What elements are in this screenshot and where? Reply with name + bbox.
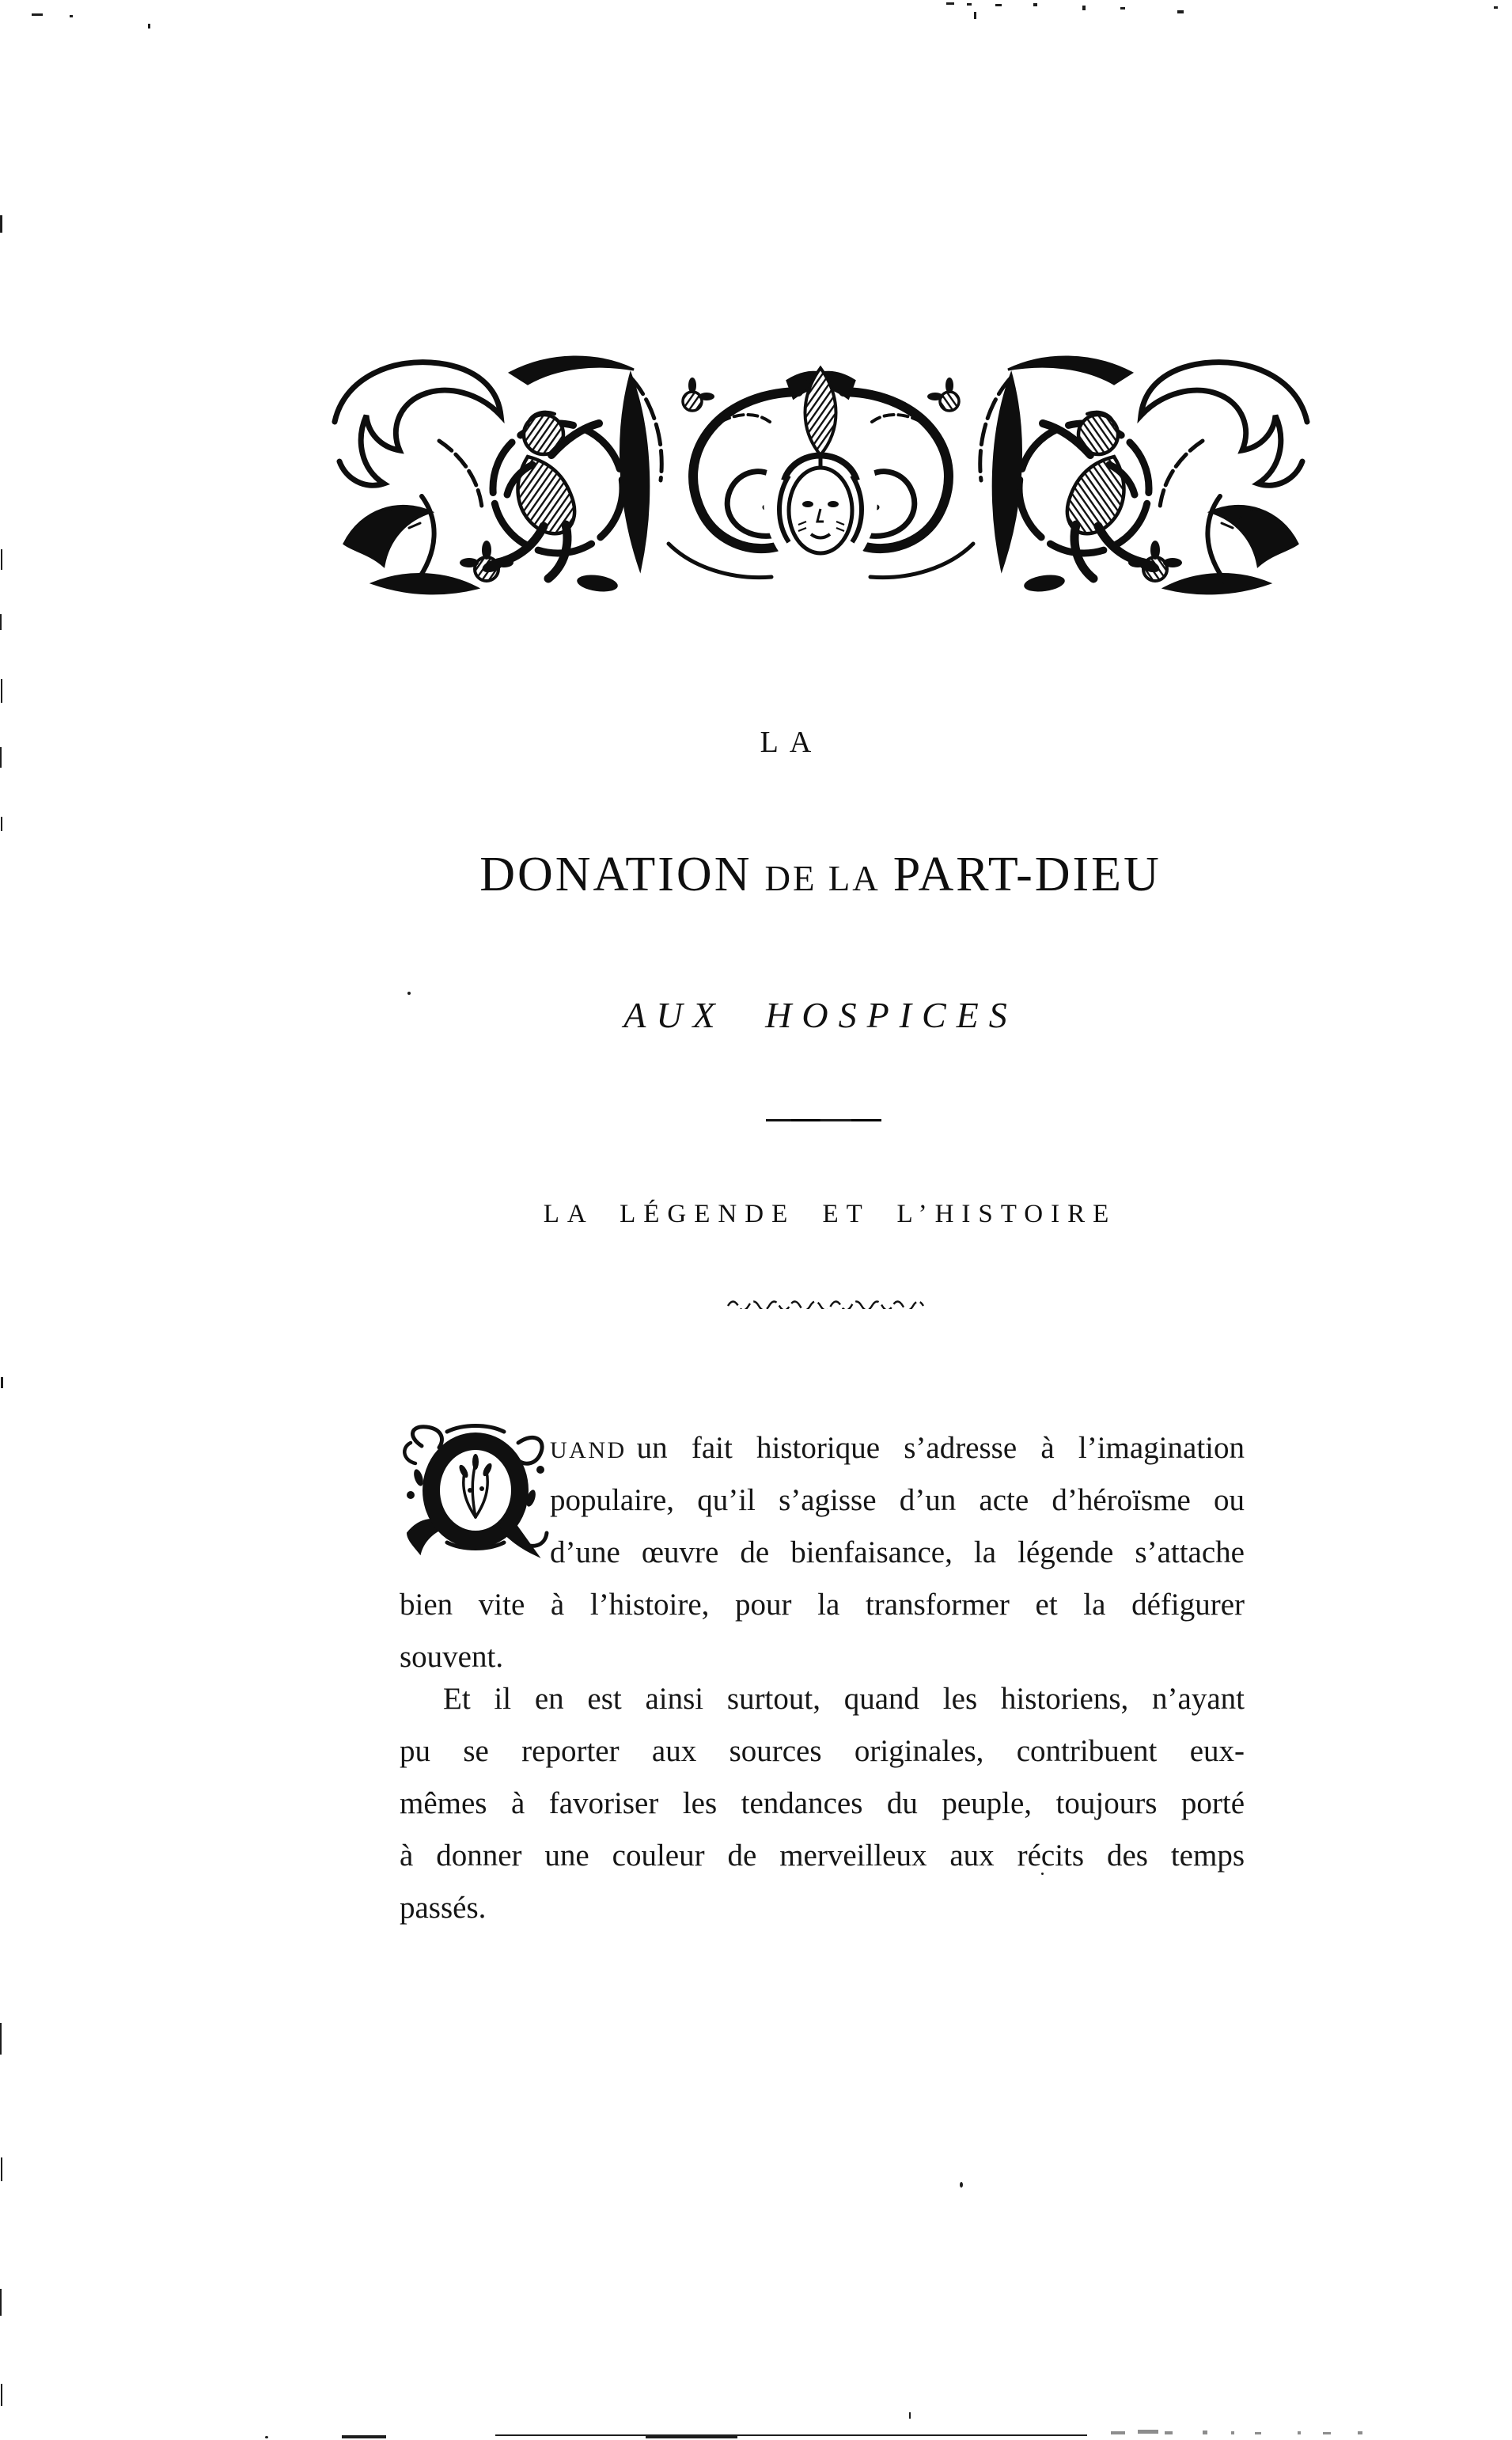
pretitle: LA	[760, 726, 823, 759]
scan-edge-line	[495, 2434, 1087, 2436]
scan-speck	[967, 3, 972, 6]
separator-rule	[766, 1119, 881, 1121]
text-span: un fait historique s’adresse à l’imagination	[636, 1431, 1245, 1465]
scan-edge-mark	[342, 2435, 386, 2438]
text-line: mêmes à favoriser les tendances du peuple, toujours porté	[400, 1786, 1245, 1820]
scan-speck	[1494, 6, 1498, 9]
scan-speck	[0, 747, 2, 768]
opening-paragraph	[400, 1422, 1245, 1683]
scan-speck	[1255, 2432, 1261, 2434]
scan-speck	[995, 4, 1002, 6]
scan-speck	[909, 2412, 911, 2419]
scan-speck	[1033, 3, 1037, 6]
scan-speck	[960, 2182, 963, 2188]
scan-speck	[0, 2023, 2, 2055]
lead-small-caps: UAND	[550, 1437, 627, 1463]
text-line	[550, 1422, 1245, 1474]
scan-speck	[1165, 2431, 1173, 2434]
scan-speck	[32, 13, 43, 16]
scan-speck	[1, 1377, 3, 1388]
text-line: bien vite à l’histoire, pour la transformer et la défigurer	[400, 1588, 1245, 1622]
scan-speck	[1298, 2431, 1301, 2434]
text-line: passés.	[400, 1891, 487, 1925]
scan-edge-line-thick	[646, 2434, 737, 2438]
scan-speck	[1, 549, 2, 570]
title-word-3: PART-DIEU	[892, 848, 1161, 901]
headpiece-engraving-icon	[320, 346, 1321, 607]
subtitle: AUX HOSPICES	[623, 995, 1017, 1035]
title-word-2: DE LA	[764, 859, 881, 898]
scan-speck	[70, 15, 73, 17]
scan-speck	[974, 12, 976, 19]
scan-speck	[1111, 2431, 1125, 2434]
scan-speck	[1323, 2432, 1331, 2434]
text-line: d’une œuvre de bienfaisance, la légende s’attache	[550, 1535, 1245, 1569]
scan-speck	[946, 2, 954, 5]
scan-speck	[148, 24, 150, 28]
scan-speck	[1041, 1873, 1044, 1875]
scan-speck	[1177, 10, 1184, 13]
squiggle-ornament-icon	[726, 1296, 924, 1309]
text-line: à donner une couleur de merveilleux aux récits des temps	[400, 1839, 1245, 1873]
text-line: souvent.	[400, 1640, 504, 1674]
title-word-1: DONATION	[479, 848, 752, 901]
scan-speck	[1, 2384, 2, 2406]
scan-speck	[407, 992, 411, 995]
text-line: Et il en est ainsi surtout, quand les historiens, n’ayant	[443, 1682, 1245, 1716]
scan-speck	[1082, 6, 1086, 10]
scan-speck	[1138, 2430, 1158, 2434]
scan-speck	[1203, 2431, 1207, 2434]
scan-speck	[1, 679, 2, 703]
page-title	[346, 847, 1295, 903]
scan-speck	[1, 817, 2, 831]
second-paragraph	[400, 1673, 1245, 1934]
scan-speck	[1231, 2431, 1234, 2434]
scan-speck	[1358, 2431, 1362, 2434]
scan-speck	[0, 215, 2, 233]
dropcap-initial-q-icon	[400, 1422, 551, 1560]
text-line: pu se reporter aux sources originales, contribuent eux-	[400, 1734, 1245, 1768]
scan-speck	[1, 2157, 2, 2181]
scan-speck	[1120, 7, 1125, 9]
section-heading: LA LÉGENDE ET L’HISTOIRE	[543, 1200, 1117, 1228]
text-line: populaire, qu’il s’agisse d’un acte d’héroïsme ou	[550, 1483, 1245, 1517]
scan-speck	[265, 2436, 268, 2438]
scan-speck	[0, 2289, 2, 2316]
scan-speck	[0, 614, 2, 630]
